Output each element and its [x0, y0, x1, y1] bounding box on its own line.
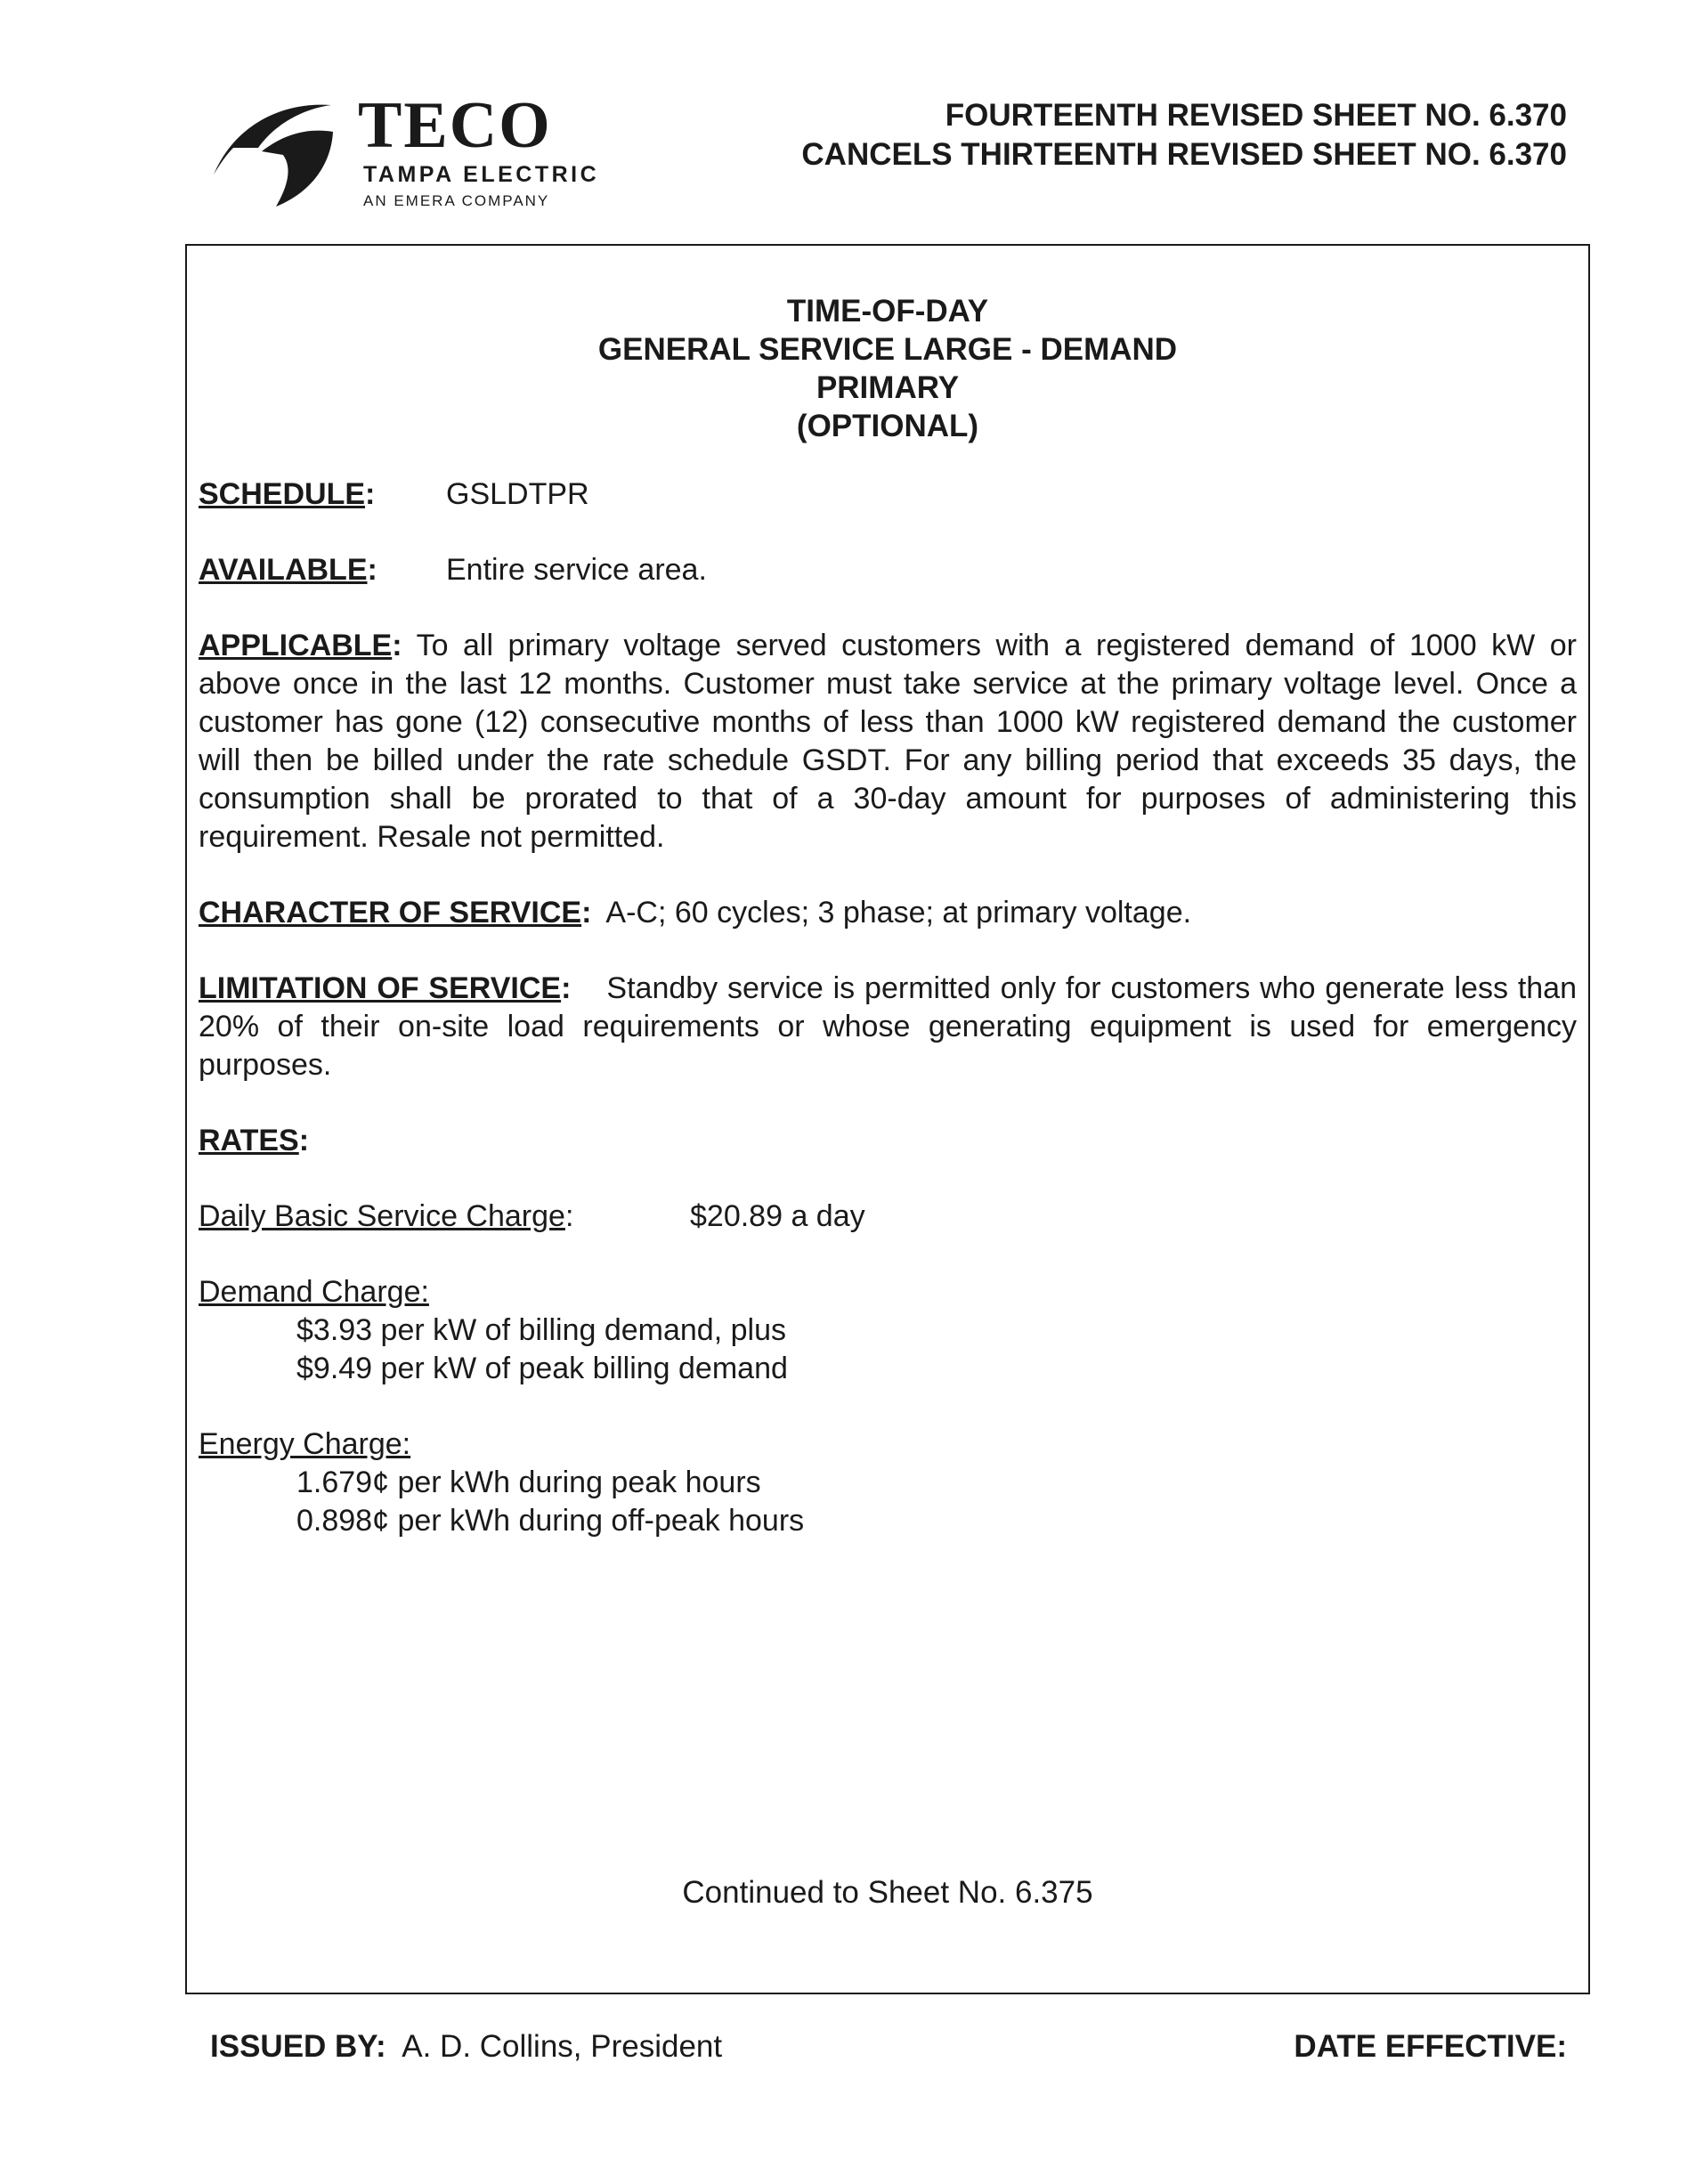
- applicable-section: APPLICABLE: To all primary voltage served customers with a registered demand of 1000 kW or above once in the last 12 months. Customer must take service at the primary voltage level. Once a customer has gone (12) consecutive months of less than 1000 kW registered demand the customer will then be billed under the rate schedule GSDT. For any billing period that exceeds 35 days, the consumption shall be prorated to that of a 30-day amount for purposes of administering this requirement. Resale not permitted.: [199, 629, 1577, 854]
- available-value: Entire service area.: [446, 553, 707, 587]
- schedule-section: SCHEDULE: GSLDTPR: [199, 477, 589, 511]
- character-label: CHARACTER OF SERVICE: [199, 896, 582, 930]
- basic-charge-value: $20.89 a day: [690, 1199, 865, 1233]
- logo-subtitle: TAMPA ELECTRIC: [363, 162, 600, 187]
- tariff-title: [187, 292, 1588, 445]
- limitation-text: Standby service is permitted only for customers who generate less than 20% of their on-site load requirements or whose generating equipment is used for emergency purposes.: [199, 971, 1577, 1082]
- available-label: AVAILABLE: [199, 553, 368, 587]
- energy-charge-line-2: 0.898¢ per kWh during off-peak hours: [296, 1504, 805, 1538]
- schedule-value: GSLDTPR: [446, 477, 589, 511]
- basic-service-charge: Daily Basic Service Charge: $20.89 a day: [199, 1199, 865, 1233]
- demand-charge-label: Demand Charge:: [199, 1275, 429, 1309]
- applicable-text: To all primary voltage served customers with a registered demand of 1000 kW or above once in the last 12 months. Customer must take service at the primary voltage level. Once a customer has gone (12) consecutive months of less than 1000 kW registered demand the customer will then be billed under the rate schedule GSDT. For any billing period that exceeds 35 days, the consumption shall be prorated to that of a 30-day amount for purposes of administering this requirement. Resale not permitted.: [199, 629, 1577, 854]
- sheet-number-header: [801, 96, 1567, 175]
- applicable-label: APPLICABLE: [199, 629, 393, 662]
- sheet-line-2: CANCELS THIRTEENTH REVISED SHEET NO. 6.370: [801, 137, 1567, 172]
- title-line-2: GENERAL SERVICE LARGE - DEMAND: [597, 332, 1178, 367]
- tariff-content: [199, 475, 1577, 1578]
- issued-by-value: A. D. Collins, President: [402, 2029, 723, 2064]
- demand-charge-line-2: $9.49 per kW of peak billing demand: [296, 1352, 788, 1385]
- demand-charge: [199, 1273, 1577, 1388]
- continued-note: Continued to Sheet No. 6.375: [682, 1875, 1093, 1910]
- demand-charge-line-1: $3.93 per kW of billing demand, plus: [296, 1313, 786, 1347]
- issued-by-label: ISSUED BY:: [210, 2029, 386, 2064]
- teco-logo: [207, 89, 670, 217]
- schedule-label: SCHEDULE: [199, 477, 366, 511]
- character-section: CHARACTER OF SERVICE: A-C; 60 cycles; 3 phase; at primary voltage.: [199, 896, 1192, 930]
- date-effective-label: DATE EFFECTIVE:: [1294, 2029, 1567, 2064]
- basic-charge-label: Daily Basic Service Charge: [199, 1199, 565, 1233]
- energy-charge-line-1: 1.679¢ per kWh during peak hours: [296, 1465, 761, 1499]
- rates-heading: RATES:: [199, 1124, 310, 1157]
- page-footer: [210, 2027, 1567, 2066]
- teco-swoosh-icon: [207, 93, 340, 208]
- tariff-frame: [185, 244, 1590, 1994]
- limitation-section: LIMITATION OF SERVICE: Standby service is permitted only for customers who generate less than 20% of their on-site load requirements or whose generating equipment is used for emergency purposes.: [199, 971, 1577, 1082]
- sheet-line-1: FOURTEENTH REVISED SHEET NO. 6.370: [945, 98, 1567, 133]
- logo-tagline: AN EMERA COMPANY: [363, 192, 550, 209]
- limitation-label: LIMITATION OF SERVICE: [199, 971, 562, 1005]
- title-line-4: (OPTIONAL): [796, 409, 979, 443]
- character-value: A-C; 60 cycles; 3 phase; at primary voltage.: [605, 896, 1192, 930]
- title-line-3: PRIMARY: [816, 370, 960, 405]
- energy-charge-label: Energy Charge:: [199, 1427, 411, 1461]
- energy-charge: [199, 1425, 1577, 1540]
- logo-wordmark: TECO: [358, 89, 552, 162]
- title-line-1: TIME-OF-DAY: [786, 294, 989, 329]
- rates-label: RATES: [199, 1124, 299, 1157]
- available-section: AVAILABLE: Entire service area.: [199, 553, 707, 587]
